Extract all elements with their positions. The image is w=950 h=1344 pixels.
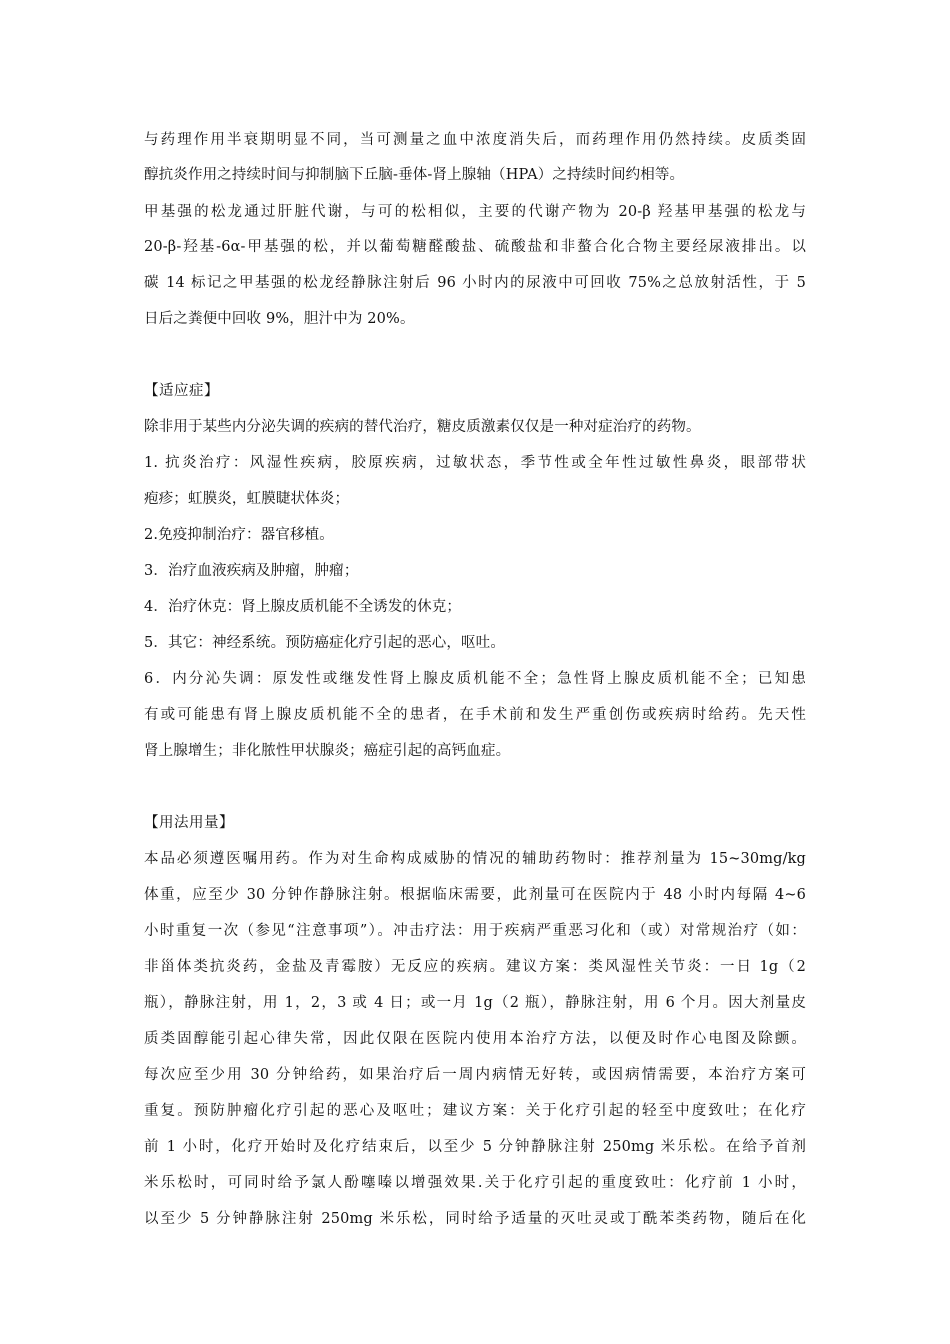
indications-line: 3．治疗血液疾病及肿瘤，肿瘤； — [144, 563, 359, 579]
dosage-line: 非甾体类抗炎药，金盐及青霉胺）无反应的疾病。建议方案：类风湿性关节炎：一日 1g（2 — [144, 959, 806, 975]
indications-line: 肾上腺增生；非化脓性甲状腺炎；癌症引起的高钙血症。 — [144, 743, 511, 759]
intro-line: 与药理作用半衰期明显不同，当可测量之血中浓度消失后，而药理作用仍然持续。皮质类固 — [144, 132, 806, 148]
dosage-line: 以至少 5 分钟静脉注射 250mg 米乐松，同时给予适量的灭吐灵或丁酰苯类药物，随后在化 — [144, 1211, 806, 1227]
dosage-line: 体重，应至少 30 分钟作静脉注射。根据临床需要，此剂量可在医院内于 48 小时内每隔 4~6 — [144, 887, 806, 903]
dosage-line: 本品必须遵医嘱用药。作为对生命构成威胁的情况的辅助药物时：推荐剂量为 15~30mg/kg — [144, 851, 806, 867]
indications-line: 有或可能患有肾上腺皮质机能不全的患者，在手术前和发生严重创伤或疾病时给药。先天性 — [144, 707, 806, 723]
indications-line: 2.免疫抑制治疗：器官移植。 — [144, 527, 334, 543]
dosage-line: 每次应至少用 30 分钟给药，如果治疗后一周内病情无好转，或因病情需要，本治疗方案可 — [144, 1067, 806, 1083]
indications-line: 6．内分沁失调：原发性或继发性肾上腺皮质机能不全；急性肾上腺皮质机能不全；已知患 — [144, 671, 806, 687]
indications-heading: 【适应症】 — [144, 383, 219, 399]
intro-line: 日后之粪便中回收 9%，胆汁中为 20%。 — [144, 311, 415, 327]
indications-line: 除非用于某些内分泌失调的疾病的替代治疗，糖皮质激素仅仅是一种对症治疗的药物。 — [144, 419, 701, 435]
dosage-heading: 【用法用量】 — [144, 815, 234, 831]
dosage-line: 米乐松时，可同时给予氯人酚噻嗪以增强效果.关于化疗引起的重度致吐：化疗前 1 小时， — [144, 1175, 806, 1191]
indications-line: 4．治疗休克：肾上腺皮质机能不全诱发的休克； — [144, 599, 462, 615]
dosage-line: 质类固醇能引起心律失常，因此仅限在医院内使用本治疗方法，以便及时作心电图及除颤。 — [144, 1031, 806, 1047]
dosage-line: 瓶），静脉注射，用 1，2，3 或 4 日；或一月 1g（2 瓶），静脉注射，用 6 个月。因大剂量皮 — [144, 995, 806, 1011]
indications-line: 1. 抗炎治疗：风湿性疾病，胶原疾病，过敏状态，季节性或全年性过敏性鼻炎，眼部带状 — [144, 455, 806, 471]
intro-line: 醇抗炎作用之持续时间与抑制脑下丘脑-垂体-肾上腺轴（HPA）之持续时间约相等。 — [144, 167, 685, 183]
dosage-line: 前 1 小时，化疗开始时及化疗结束后，以至少 5 分钟静脉注射 250mg 米乐松。在给予首剂 — [144, 1139, 806, 1155]
intro-line: 碳 14 标记之甲基强的松龙经静脉注射后 96 小时内的尿液中可回收 75%之总放射活性，于 5 — [144, 275, 806, 291]
dosage-line: 小时重复一次（参见“注意事项”）。冲击疗法：用于疾病严重恶习化和（或）对常规治疗（如： — [144, 923, 806, 939]
intro-line: 20-β-羟基-6α-甲基强的松，并以葡萄糖醛酸盐、硫酸盐和非螯合化合物主要经尿液排出。以 — [144, 239, 806, 255]
intro-line: 甲基强的松龙通过肝脏代谢，与可的松相似，主要的代谢产物为 20-β 羟基甲基强的松龙与 — [144, 204, 806, 220]
indications-line: 疱疹；虹膜炎，虹膜睫状体炎； — [144, 491, 350, 507]
indications-line: 5．其它：神经系统。预防癌症化疗引起的恶心，呕吐。 — [144, 635, 505, 651]
dosage-line: 重复。预防肿瘤化疗引起的恶心及呕吐；建议方案：关于化疗引起的轻至中度致吐；在化疗 — [144, 1103, 806, 1119]
